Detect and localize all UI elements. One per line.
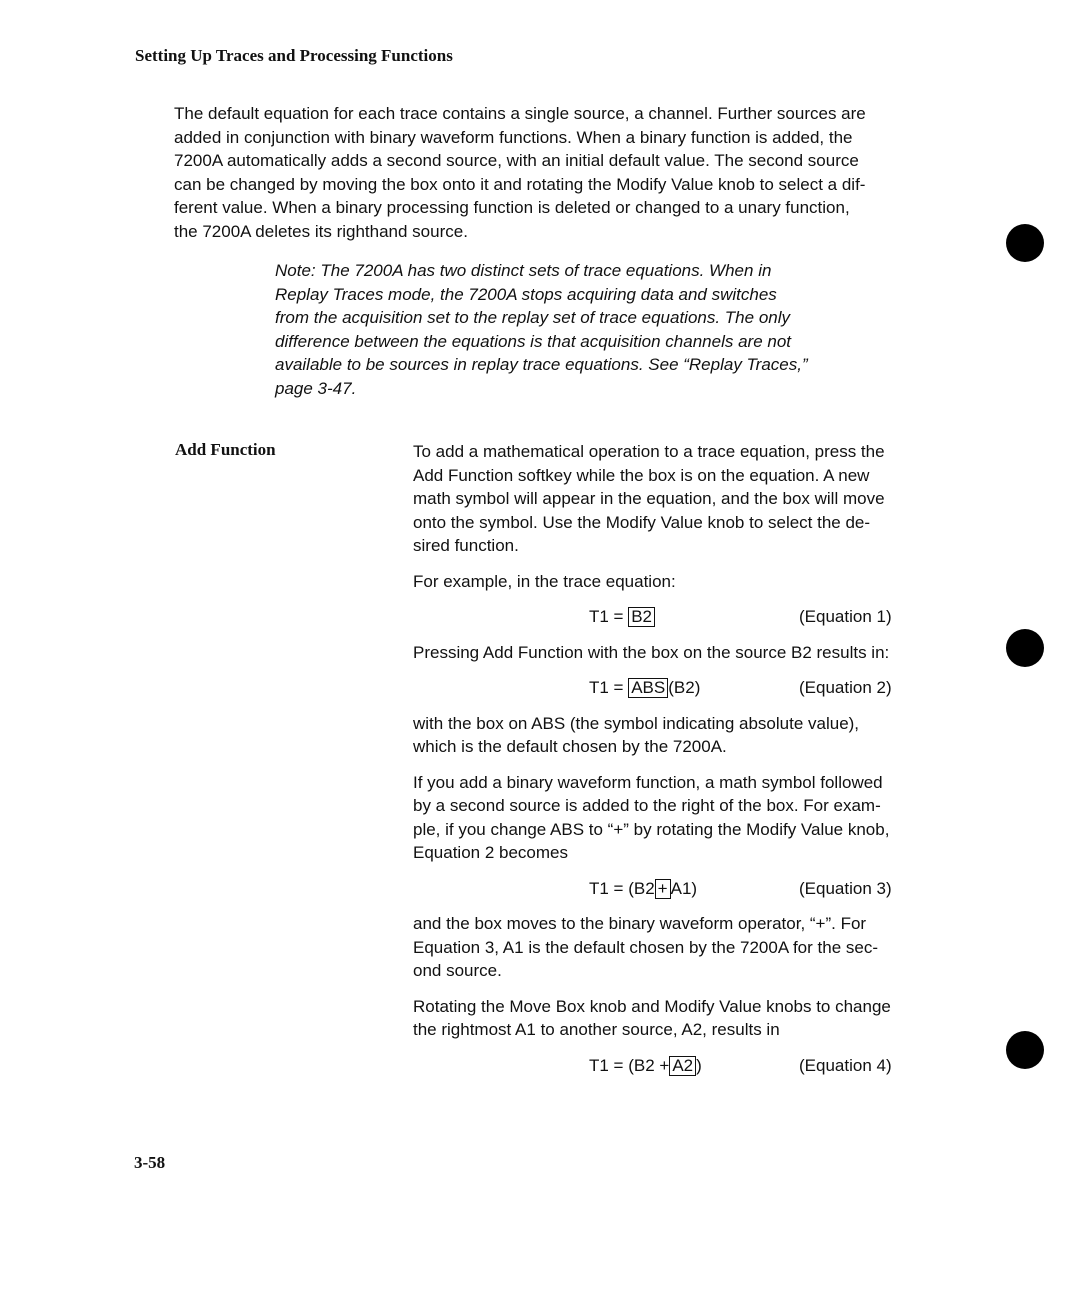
text-line: If you add a binary waveform function, a math symbol followed <box>413 772 883 792</box>
equation-2 <box>413 676 973 700</box>
paragraph-example-intro <box>413 570 973 594</box>
text-line: with the box on ABS (the symbol indicating absolute value), <box>413 713 860 733</box>
binder-hole-dot <box>1006 629 1044 667</box>
text-line: For example, in the trace equation: <box>413 571 676 591</box>
text-line: the 7200A deletes its righthand source. <box>174 221 468 241</box>
note-paragraph <box>275 259 895 400</box>
text-line: Equation 3, A1 is the default chosen by the 7200A for the sec- <box>413 937 878 957</box>
note-line: Note: The 7200A has two distinct sets of trace equations. When in <box>275 261 772 280</box>
boxed-term: + <box>655 879 671 899</box>
text-line: and the box moves to the binary waveform operator, “+”. For <box>413 914 867 933</box>
binder-hole-dot <box>1006 224 1044 262</box>
paragraph-binary <box>413 771 973 865</box>
text-line: 7200A automatically adds a second source, with an initial default value. The second source <box>174 151 859 170</box>
text-line: ple, if you change ABS to “+” by rotating the Modify Value knob, <box>413 819 890 839</box>
boxed-term: B2 <box>628 607 655 627</box>
equation-label: (Equation 1) <box>799 607 892 626</box>
note-line: from the acquisition set to the replay set of trace equations. The only <box>275 308 791 327</box>
equation-label: (Equation 3) <box>799 878 892 898</box>
text-line: added in conjunction with binary waveform functions. When a binary function is added, the <box>174 127 853 147</box>
text-line: To add a mathematical operation to a trace equation, press the <box>413 442 885 461</box>
text-line: sired function. <box>413 536 519 555</box>
equation-3 <box>413 877 973 901</box>
paragraph-rotating <box>413 995 973 1042</box>
text-line: by a second source is added to the right of the box. For exam- <box>413 796 881 815</box>
text-line: Rotating the Move Box knob and Modify Value knobs to change <box>413 996 891 1016</box>
note-line: available to be sources in replay trace equations. See “Replay Traces,” <box>275 355 808 374</box>
text-line: ond source. <box>413 961 502 980</box>
section-body <box>413 440 973 1089</box>
text-line: ferent value. When a binary processing function is deleted or changed to a unary function, <box>174 198 850 217</box>
note-line: page 3-47. <box>275 378 357 398</box>
binder-hole-dot <box>1006 1031 1044 1069</box>
equation-label: (Equation 2) <box>799 678 892 697</box>
paragraph-add-function <box>413 440 973 558</box>
text-line: Add Function softkey while the box is on the equation. A new <box>413 465 870 485</box>
equation-1 <box>413 605 973 629</box>
equation-expression: T1 = (B2 + A2 ) <box>589 1055 702 1075</box>
boxed-term: ABS <box>628 678 668 698</box>
equation-label: (Equation 4) <box>799 1055 892 1075</box>
text-line: The default equation for each trace contains a single source, a channel. Further sources are <box>174 104 866 123</box>
paragraph-abs <box>413 712 973 759</box>
text-line: Equation 2 becomes <box>413 843 568 862</box>
page-header-title: Setting Up Traces and Processing Functions <box>135 46 453 65</box>
section-heading: Add Function <box>175 440 276 459</box>
boxed-term: A2 <box>669 1056 696 1076</box>
text-line: the rightmost A1 to another source, A2, results in <box>413 1020 780 1039</box>
text-line: onto the symbol. Use the Modify Value knob to select the de- <box>413 512 871 532</box>
equation-expression: T1 = (B2 + A1) <box>589 878 698 898</box>
text-line: can be changed by moving the box onto it and rotating the Modify Value knob to select a dif- <box>174 174 866 194</box>
page-number: 3-58 <box>134 1153 166 1172</box>
text-line: math symbol will appear in the equation, and the box will move <box>413 489 885 508</box>
text-line: Pressing Add Function with the box on the source B2 results in: <box>413 642 890 662</box>
intro-paragraph <box>174 102 974 243</box>
equation-expression: T1 = ABS (B2) <box>589 678 701 697</box>
note-line: difference between the equations is that acquisition channels are not <box>275 331 792 351</box>
note-line: Replay Traces mode, the 7200A stops acquiring data and switches <box>275 284 777 304</box>
equation-4 <box>413 1054 973 1078</box>
paragraph-pressing <box>413 641 973 665</box>
text-line: which is the default chosen by the 7200A. <box>413 737 727 756</box>
equation-expression: T1 = B2 <box>589 605 655 629</box>
paragraph-operator <box>413 912 973 983</box>
